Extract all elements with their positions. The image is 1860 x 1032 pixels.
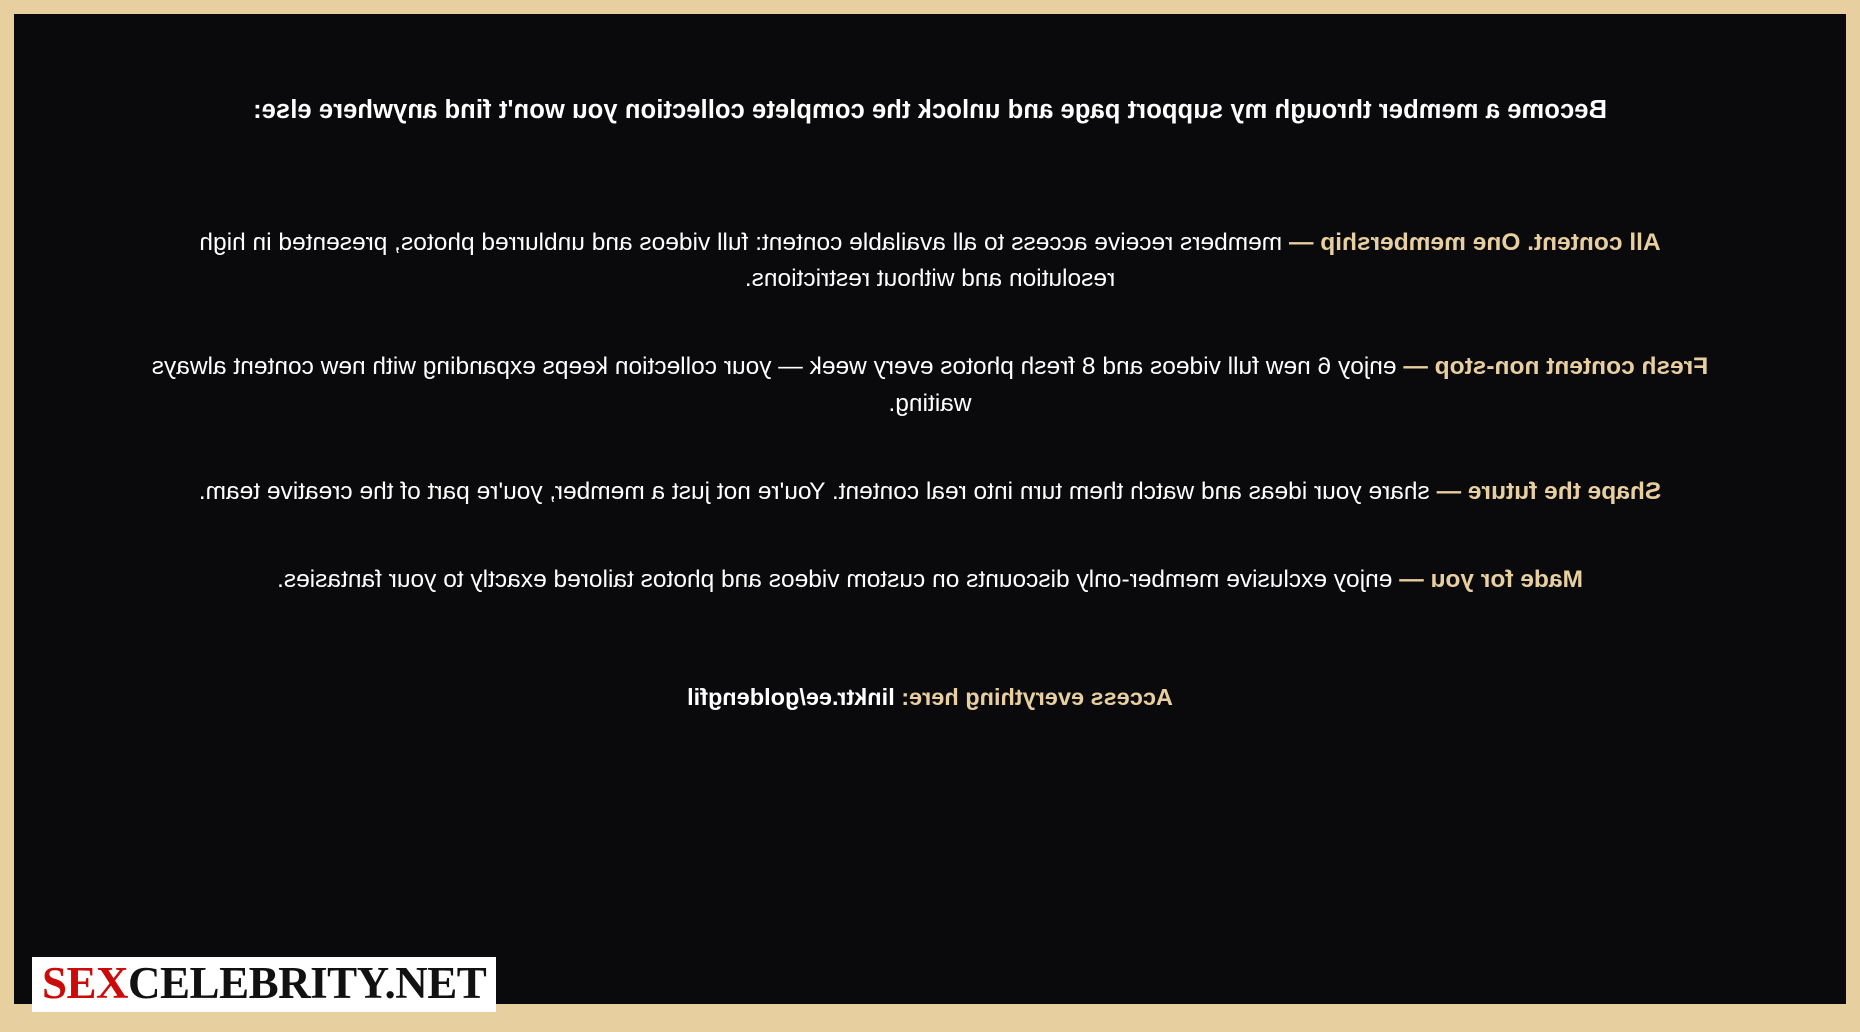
watermark: [32, 957, 496, 1012]
benefit-body: share your ideas and watch them turn into real content. You're not just a member, you're part of the creative team.: [198, 477, 1437, 505]
page-title: Become a member through my support page and unlock the complete collection you won't find anywhere else:: [252, 96, 1608, 124]
watermark-part-two: CELEBRITY.NET: [128, 958, 487, 1008]
benefit-lead: Made for you —: [1399, 566, 1583, 594]
watermark-part-one: SEX: [42, 958, 129, 1008]
benefit-lead: Shape the future —: [1436, 477, 1662, 505]
access-label: Access everything here:: [901, 684, 1173, 711]
benefit-lead: Fresh content non-stop —: [1403, 353, 1709, 381]
access-link-line: [62, 684, 1798, 711]
benefit-lead: All content. One membership —: [1288, 228, 1661, 256]
list-item: [199, 474, 1661, 510]
list-item: [150, 349, 1710, 422]
access-url[interactable]: linktr.ee/goldengfil: [687, 684, 895, 711]
benefits-list: [62, 225, 1798, 599]
list-item: [277, 562, 1583, 598]
benefit-body: members receive access to all available content: full videos and unblurred photos, presented in high resolution and without restrictions.: [199, 228, 1289, 293]
mirrored-content: [14, 14, 1846, 1018]
benefit-body: enjoy exclusive member-only discounts on custom videos and photos tailored exactly to your fantasies.: [277, 566, 1400, 594]
list-item: [150, 225, 1710, 298]
benefit-body: enjoy 6 new full videos and 8 fresh photos every week — your collection keeps expanding with new content always waiting.: [151, 353, 1404, 417]
